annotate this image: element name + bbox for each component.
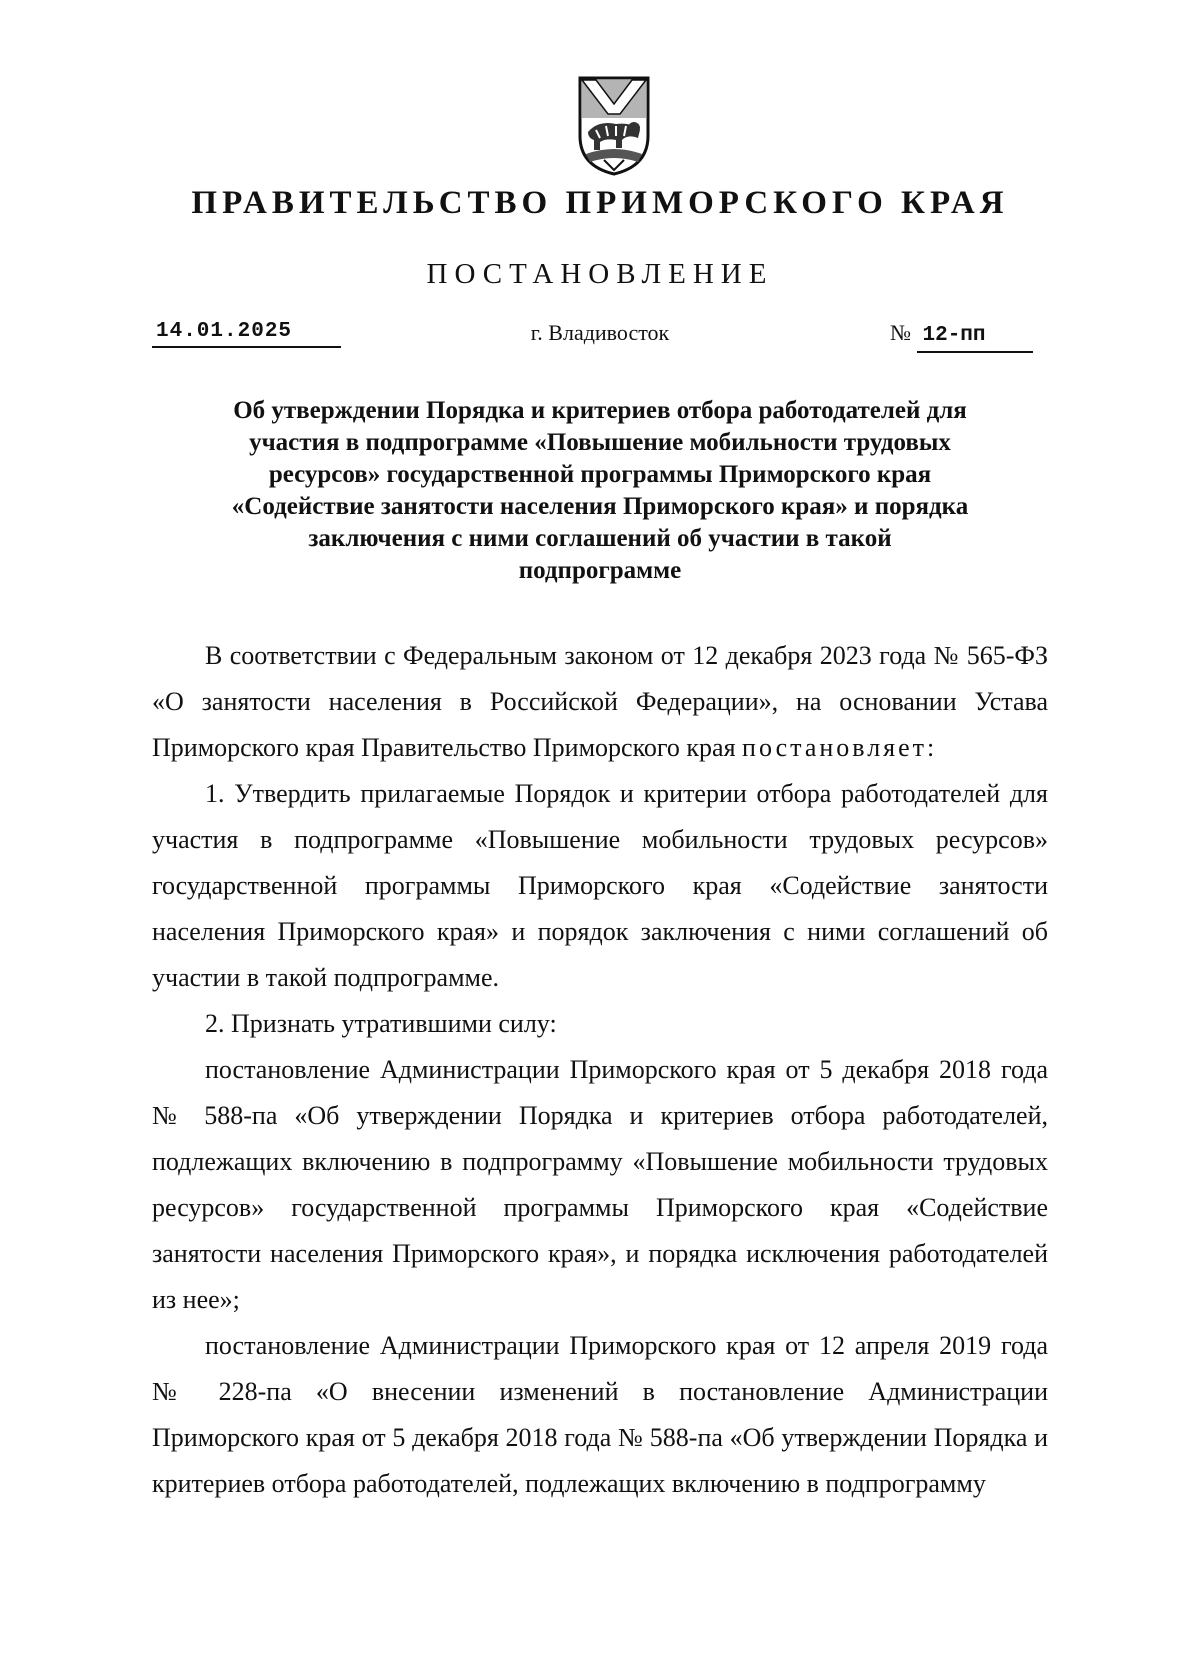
paragraph-2-item-1: постановление Администрации Приморского края от 5 декабря 2018 года № 588-па «Об утверждении Порядка и критериев отбора работодателей, подлежащих включению в подпрограмму «Повышение мобильности трудовых ресурсов» государственной программы Приморского края «Содействие занятости населения Приморского края», и порядка исключения работодателей из нее»; (152, 1055, 1048, 1314)
preamble-verb: постановляет: (742, 733, 938, 762)
preamble-paragraph (152, 633, 1048, 771)
organization-title: ПРАВИТЕЛЬСТВО ПРИМОРСКОГО КРАЯ (191, 185, 1009, 221)
document-number (890, 318, 1040, 353)
paragraph-2: 2. Признать утратившими силу: (205, 1009, 557, 1038)
document-type: ПОСТАНОВЛЕНИЕ (426, 258, 774, 290)
paragraph-2-item-2: постановление Администрации Приморского края от 12 апреля 2019 года № 228-па «О внесении изменений в постановление Администрации Приморского края от 5 декабря 2018 года № 588-па «Об утверждении Порядка и критериев отбора работодателей, подлежащих включению в подпрограмму (152, 1331, 1048, 1498)
document-date: 14.01.2025 (152, 318, 341, 348)
number-prefix: № (890, 320, 911, 345)
document-meta-row (0, 318, 1200, 354)
preamble-text: В соответствии с Федеральным законом от 12 декабря 2023 года № 565-ФЗ «О занятости населения в Российской Федерации», на основании Устава Приморского края Правительство Приморского края (152, 641, 1048, 762)
document-heading: Об утверждении Порядка и критериев отбора работодателей для участия в подпрограмме «Повышение мобильности трудовых ресурсов» государственной программы Приморского края «Содействие занятости населения Приморского края» и порядка заключения с ними соглашений об участии в такой подпрограмме (231, 397, 969, 584)
paragraph-1: 1. Утвердить прилагаемые Порядок и критерии отбора работодателей для участия в подпрограмме «Повышение мобильности трудовых ресурсов» государственной программы Приморского края «Содействие занятости населения Приморского края» и порядок заключения с ними соглашений об участии в такой подпрограмме. (152, 779, 1048, 992)
number-value: 12-пп (917, 321, 1033, 353)
document-body (152, 633, 1048, 1507)
document-city: г. Владивосток (530, 320, 670, 345)
primorye-coat-of-arms-icon (576, 74, 652, 178)
